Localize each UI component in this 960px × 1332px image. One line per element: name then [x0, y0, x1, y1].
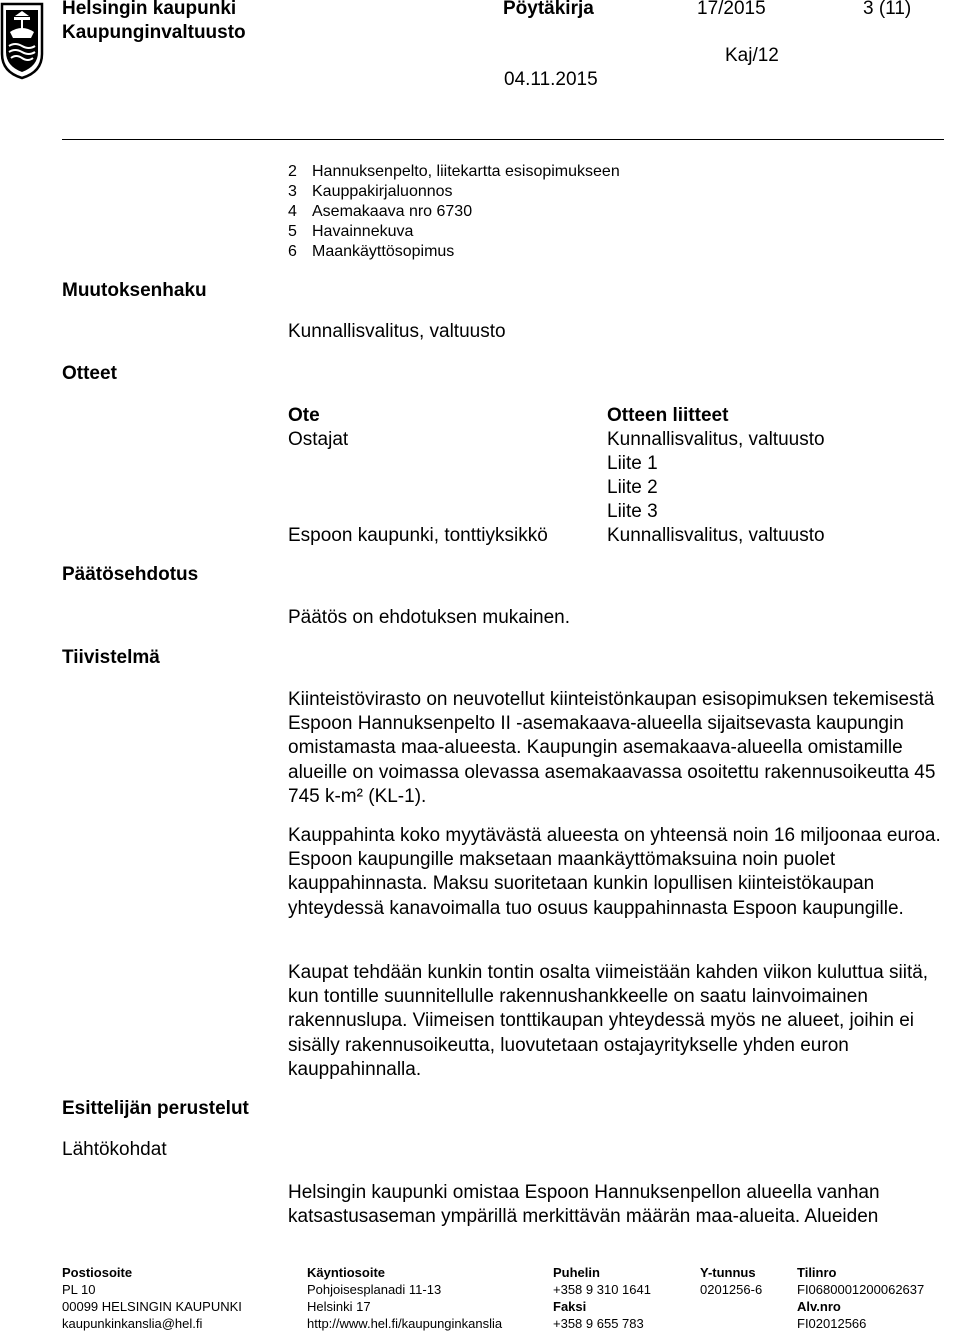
attachment-number: 3: [288, 183, 297, 200]
tiivistelma-paragraph-1: [288, 688, 948, 809]
attachment-item: [288, 162, 620, 182]
footer-line: FI02012566: [797, 1316, 867, 1331]
footer-label: Y-tunnus: [700, 1265, 756, 1280]
paatosehdotus-text: Päätös on ehdotuksen mukainen.: [288, 607, 571, 628]
lahtokohdat-paragraph: [288, 1181, 948, 1229]
attachment-label: Asemakaava nro 6730: [312, 203, 473, 220]
footer-label: Postiosoite: [62, 1265, 133, 1280]
section-heading-lahtokohdat: Lähtökohdat: [62, 1139, 167, 1160]
attachment-item: [288, 202, 620, 222]
attachment-item: [288, 242, 620, 262]
footer-line: Pohjoisesplanadi 11-13: [307, 1282, 442, 1297]
section-heading-tiivistelma: Tiivistelmä: [62, 647, 160, 668]
footer-line: 0201256-6: [700, 1282, 763, 1297]
footer-postal-address: [62, 1264, 242, 1332]
attachment-label: Havainnekuva: [312, 223, 414, 240]
otteet-recipient: Ostajat: [288, 429, 349, 450]
attachment-number: 5: [288, 223, 297, 240]
footer-email: kaupunkinkanslia@hel.fi: [62, 1316, 203, 1331]
otteet-attachment: Kunnallisvalitus, valtuusto: [607, 429, 825, 450]
section-heading-muutoksenhaku: Muutoksenhaku: [62, 280, 207, 301]
header-body: Kaupunginvaltuusto: [62, 22, 246, 43]
footer-phone: [553, 1264, 651, 1332]
footer-url: http://www.hel.fi/kaupunginkanslia: [307, 1316, 503, 1331]
footer-line: Helsinki 17: [307, 1299, 371, 1314]
tiivistelma-paragraph-2: [288, 824, 948, 921]
section-heading-otteet: Otteet: [62, 363, 117, 384]
footer-line: 00099 HELSINGIN KAUPUNKI: [62, 1299, 242, 1314]
attachment-number: 4: [288, 203, 297, 220]
attachment-item: [288, 222, 620, 242]
attachment-number: 6: [288, 243, 297, 260]
footer-line: +358 9 310 1641: [553, 1282, 651, 1297]
footer-line: FI0680001200062637: [797, 1282, 925, 1297]
attachment-list: [288, 162, 620, 262]
otteet-attachments-column: [607, 404, 825, 548]
paragraph-text: Kaupat tehdään kunkin tontin osalta viimeistään kahden viikon kuluttua siitä, kun tontille suunnitellulle rakennushankkeelle on saatu lainvoimainen rakennuslupa. Viimeisen tonttikaupan yhteydessä myös ne alueet, joihin ei sisälly rakennusoikeutta, luovutetaan ostajayritykselle yhden euron kauppahinnalla.: [288, 962, 929, 1080]
header-case-id: Kaj/12: [725, 45, 779, 66]
footer-sublabel: Alv.nro: [797, 1299, 841, 1314]
otteet-recipient: [288, 500, 548, 524]
otteet-recipient: Espoon kaupunki, tonttiyksikkö: [288, 525, 548, 546]
section-heading-paatosehdotus: Päätösehdotus: [62, 564, 199, 585]
otteet-attachment: Liite 2: [607, 477, 658, 498]
otteet-attachment: Kunnallisvalitus, valtuusto: [607, 525, 825, 546]
attachment-number: 2: [288, 163, 297, 180]
attachment-label: Hannuksenpelto, liitekartta esisopimukseen: [312, 163, 620, 180]
header-date: 04.11.2015: [504, 69, 598, 90]
paragraph-text: Kiinteistövirasto on neuvotellut kiinteistönkaupan esisopimuksen tekemisestä Espoon Hannuksenpelto II -asemakaava-alueella sijaitsevasta kaupungin omistamasta maa-alueesta. Kaupungin asemakaava-alueella omistamille alueille on voimassa olevassa asemakaavassa osoitettu rakennusoikeutta 45 745 k-m² (KL-1).: [288, 689, 936, 807]
otteet-recipient: [288, 476, 548, 500]
attachment-label: Kauppakirjaluonnos: [312, 183, 453, 200]
footer-sublabel: Faksi: [553, 1299, 587, 1314]
footer-business-id: [700, 1264, 762, 1298]
attachment-label: Maankäyttösopimus: [312, 243, 455, 260]
header-doc-type: Pöytäkirja: [503, 0, 594, 19]
header-page: 3 (11): [863, 0, 912, 19]
muutoksenhaku-text: Kunnallisvalitus, valtuusto: [288, 321, 506, 342]
helsinki-crest-logo: [0, 2, 44, 80]
otteet-recipient: [288, 452, 548, 476]
footer-label: Tilinro: [797, 1265, 837, 1280]
footer-label: Puhelin: [553, 1265, 600, 1280]
footer-label: Käyntiosoite: [307, 1265, 386, 1280]
otteet-recipients-column: [288, 404, 548, 548]
footer-account: [797, 1264, 924, 1332]
header-rule: [62, 139, 944, 140]
otteet-attachment: Liite 3: [607, 501, 658, 522]
footer-visiting-address: [307, 1264, 502, 1332]
tiivistelma-paragraph-3: [288, 961, 948, 1082]
section-heading-esittelijan-perustelut: Esittelijän perustelut: [62, 1098, 249, 1119]
paragraph-text: Helsingin kaupunki omistaa Espoon Hannuksenpellon alueella vanhan katsastusaseman ympärillä merkittävän määrän maa-alueita. Alueiden: [288, 1182, 880, 1228]
paragraph-text: Kauppahinta koko myytävästä alueesta on yhteensä noin 16 miljoonaa euroa. Espoon kaupungille maksetaan maankäyttömaksuina noin puolet kauppahinnasta. Maksu suoritetaan kunkin lopullisen kiinteistökaupan yhteydessä kanavoimalla tuo osuus kauppahinnasta Espoon kaupungille.: [288, 825, 941, 919]
attachment-item: [288, 182, 620, 202]
header-doc-number: 17/2015: [697, 0, 766, 19]
otteet-attachment: Liite 1: [607, 453, 658, 474]
otteet-col2-header: Otteen liitteet: [607, 405, 729, 426]
otteet-col1-header: Ote: [288, 405, 320, 426]
footer-line: PL 10: [62, 1282, 96, 1297]
footer-line: +358 9 655 783: [553, 1316, 644, 1331]
header-org: Helsingin kaupunki: [62, 0, 237, 19]
